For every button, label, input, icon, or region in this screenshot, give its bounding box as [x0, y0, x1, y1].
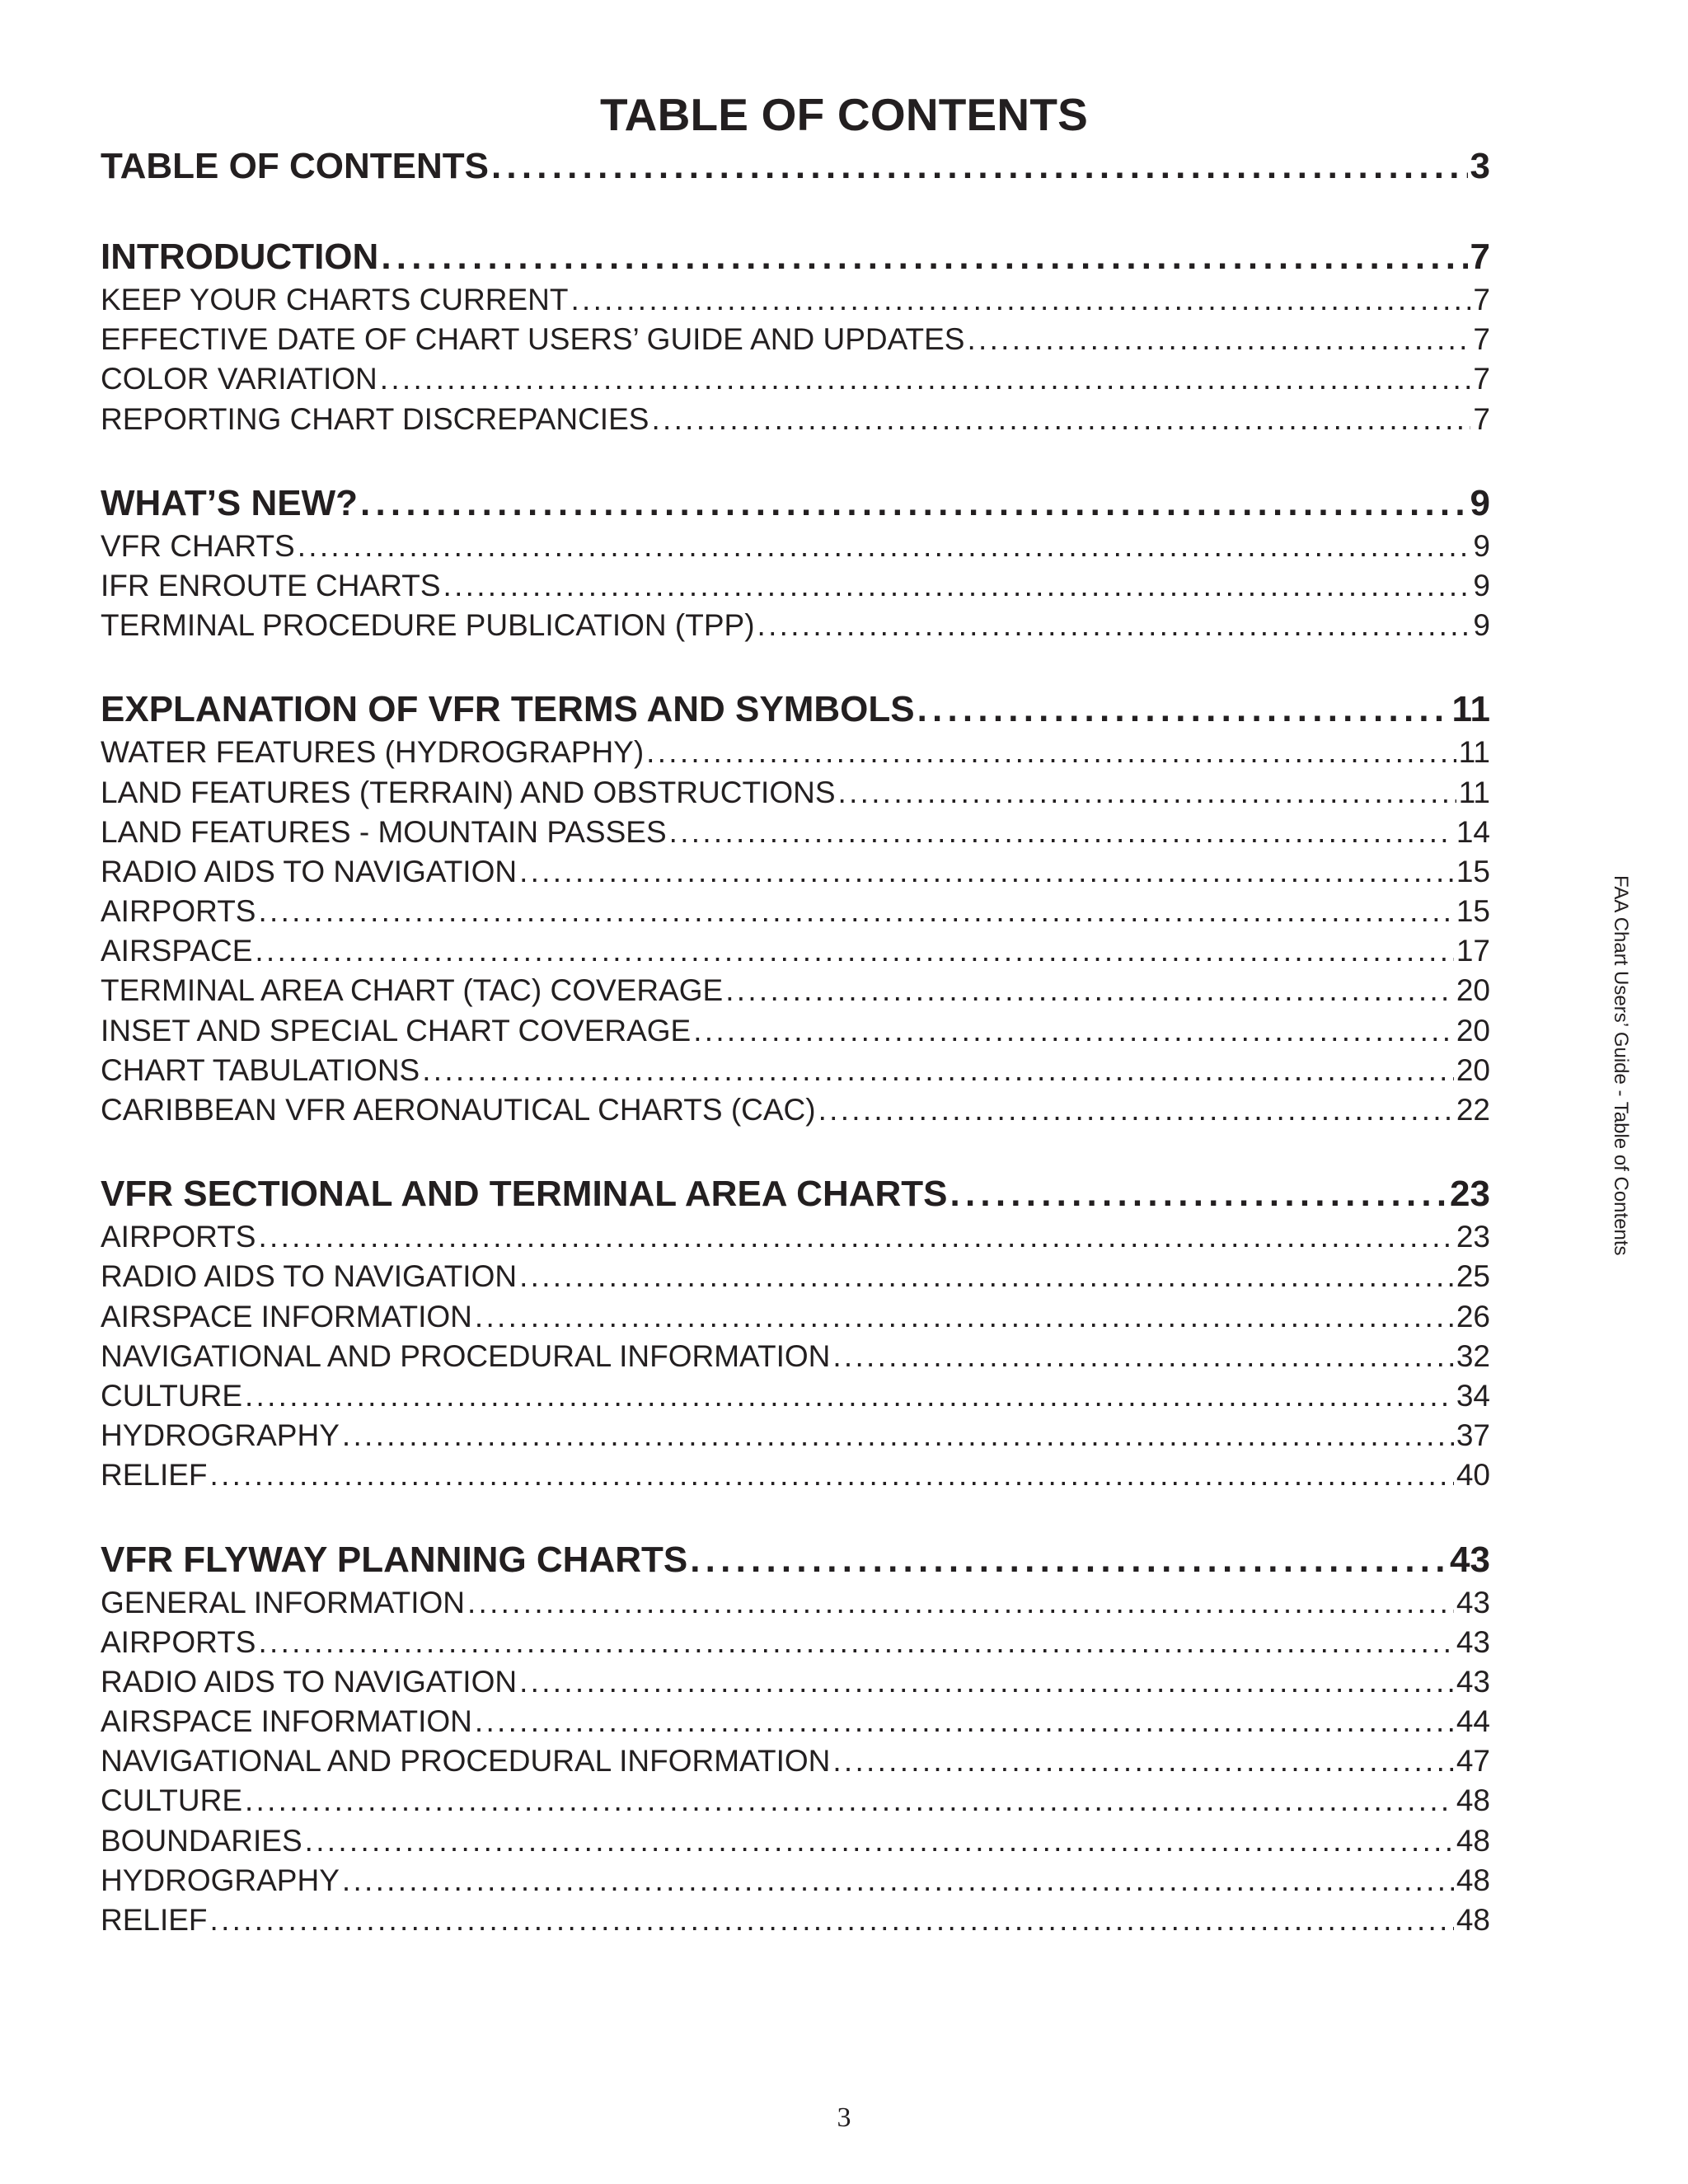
toc-entry-title: NAVIGATIONAL AND PROCEDURAL INFORMATION	[101, 1338, 831, 1373]
toc-entry-page: 11	[1458, 735, 1490, 770]
toc-entry-title: WATER FEATURES (HYDROGRAPHY)	[101, 735, 645, 770]
dot-leader	[690, 1540, 1447, 1580]
toc-entry-title: GENERAL INFORMATION	[101, 1585, 465, 1619]
toc-entry-page: 44	[1456, 1704, 1490, 1739]
toc-entry-page: 20	[1456, 973, 1490, 1008]
toc-entry-page: 14	[1456, 814, 1490, 849]
toc-entry-page: 20	[1456, 1013, 1490, 1047]
dot-leader	[725, 971, 1454, 1010]
toc-entry-title: BOUNDARIES	[101, 1823, 302, 1858]
toc-entry-title: TABLE OF CONTENTS	[101, 146, 489, 186]
toc-entry-page: 25	[1456, 1259, 1490, 1294]
toc-entry[interactable]	[101, 1861, 1490, 1900]
toc-section-title: VFR SECTIONAL AND TERMINAL AREA CHARTS	[101, 1174, 948, 1215]
toc-entry[interactable]	[101, 1376, 1490, 1416]
toc-entry[interactable]	[101, 971, 1490, 1010]
toc-entry-title: EFFECTIVE DATE OF CHART USERS’ GUIDE AND UPDATES	[101, 322, 965, 357]
toc-entry[interactable]	[101, 931, 1490, 971]
toc-section	[101, 1540, 1490, 1941]
toc-entry-page: 7	[1473, 362, 1490, 396]
toc-entry[interactable]	[101, 1662, 1490, 1702]
dot-leader	[967, 320, 1470, 359]
toc-entry-page: 37	[1456, 1418, 1490, 1453]
toc-entry-page: 9	[1473, 608, 1490, 643]
toc-entry[interactable]	[101, 1455, 1490, 1495]
page-title: TABLE OF CONTENTS	[599, 89, 1089, 140]
toc-entry-page: 7	[1473, 283, 1490, 316]
toc-entry-page: 48	[1456, 1863, 1490, 1897]
dot-leader	[258, 892, 1453, 931]
toc-first-entry	[101, 147, 1490, 186]
page-number: 3	[837, 2102, 851, 2133]
toc-entry-title: AIRSPACE INFORMATION	[101, 1704, 472, 1739]
toc-entry-page: 20	[1456, 1052, 1490, 1087]
toc-entry-title: CHART TABULATIONS	[101, 1052, 420, 1087]
dot-leader	[917, 690, 1450, 729]
toc-entry[interactable]	[101, 1702, 1490, 1741]
toc-entry[interactable]	[101, 320, 1490, 359]
toc-entry-page: 26	[1456, 1299, 1490, 1333]
dot-leader	[210, 1455, 1454, 1495]
toc-entry-title: CARIBBEAN VFR AERONAUTICAL CHARTS (CAC)	[101, 1093, 816, 1127]
toc-section-heading[interactable]	[101, 484, 1490, 523]
dot-leader	[305, 1821, 1454, 1861]
toc-entry-page: 15	[1456, 854, 1490, 888]
toc-entry-page: 40	[1456, 1458, 1490, 1493]
toc-entry-page: 7	[1473, 401, 1490, 436]
toc-entry[interactable]	[101, 1217, 1490, 1257]
toc-entry-title: TERMINAL AREA CHART (TAC) COVERAGE	[101, 973, 724, 1008]
toc-entry-title: HYDROGRAPHY	[101, 1418, 340, 1453]
dot-leader	[422, 1051, 1454, 1090]
toc-entry-page: 43	[1456, 1664, 1490, 1699]
toc-section	[101, 1174, 1490, 1495]
side-running-label: FAA Chart Users’ Guide - Table of Contents	[1610, 875, 1632, 1256]
toc-entry[interactable]	[101, 1781, 1490, 1821]
toc-entry-title: RELIEF	[101, 1903, 208, 1937]
dot-leader	[832, 1741, 1453, 1781]
dot-leader	[258, 1217, 1453, 1257]
toc-section-page: 7	[1470, 237, 1490, 277]
dot-leader	[381, 237, 1467, 277]
toc-entry[interactable]	[101, 280, 1490, 320]
dot-leader	[245, 1376, 1454, 1416]
toc-entry[interactable]	[101, 1900, 1490, 1940]
dot-leader	[519, 852, 1454, 892]
toc-entry[interactable]	[101, 400, 1490, 439]
toc-entry-page: 9	[1473, 568, 1490, 602]
dot-leader	[669, 813, 1454, 852]
toc-entry-page: 3	[1470, 146, 1490, 186]
toc-section-heading[interactable]	[101, 237, 1490, 277]
toc-entry-page: 48	[1456, 1823, 1490, 1858]
toc-entry[interactable]	[101, 813, 1490, 852]
toc-section-title: EXPLANATION OF VFR TERMS AND SYMBOLS	[101, 689, 915, 730]
dot-leader	[818, 1090, 1454, 1130]
dot-leader	[519, 1257, 1454, 1296]
toc-section-heading[interactable]	[101, 1540, 1490, 1580]
toc-entry-title: AIRSPACE	[101, 934, 253, 968]
dot-leader	[342, 1416, 1454, 1455]
toc-section-title: INTRODUCTION	[101, 237, 379, 277]
toc-entry[interactable]	[101, 566, 1490, 606]
toc-section-heading[interactable]	[101, 690, 1490, 729]
toc-entry[interactable]	[101, 1257, 1490, 1296]
toc-entry[interactable]	[101, 1090, 1490, 1130]
toc-section	[101, 690, 1490, 1130]
toc-entry-page: 9	[1473, 528, 1490, 563]
toc-entry[interactable]	[101, 1051, 1490, 1090]
dot-leader	[258, 1623, 1453, 1662]
toc-entry[interactable]	[101, 1297, 1490, 1337]
toc-entry-title: LAND FEATURES - MOUNTAIN PASSES	[101, 814, 667, 849]
dot-leader	[519, 1662, 1454, 1702]
dot-leader	[255, 931, 1453, 971]
toc-section-title: VFR FLYWAY PLANNING CHARTS	[101, 1539, 688, 1580]
toc-entry-title: AIRPORTS	[101, 1624, 256, 1659]
toc-entry-title: AIRSPACE INFORMATION	[101, 1299, 472, 1333]
toc-entry-title: RADIO AIDS TO NAVIGATION	[101, 854, 518, 888]
toc-entry-title: COLOR VARIATION	[101, 362, 377, 396]
toc-entry-page: 43	[1456, 1585, 1490, 1619]
toc-entry-title: RADIO AIDS TO NAVIGATION	[101, 1259, 518, 1294]
toc-sections	[101, 237, 1490, 1940]
toc-entry[interactable]	[101, 606, 1490, 645]
toc-entry-title: INSET AND SPECIAL CHART COVERAGE	[101, 1013, 692, 1047]
dot-leader	[950, 1174, 1448, 1214]
dot-leader	[342, 1861, 1454, 1900]
toc-entry[interactable]	[101, 1337, 1490, 1376]
dot-leader	[651, 400, 1470, 439]
toc-entry-title: RELIEF	[101, 1458, 208, 1493]
toc-entry-title: AIRPORTS	[101, 1220, 256, 1254]
toc-section-page: 11	[1451, 689, 1490, 730]
dot-leader	[443, 566, 1471, 606]
toc-entry-page: 34	[1456, 1378, 1490, 1413]
toc-entry-page: 22	[1456, 1093, 1490, 1127]
toc-entry-title: TERMINAL PROCEDURE PUBLICATION (TPP)	[101, 608, 755, 643]
toc-entry[interactable]	[101, 1821, 1490, 1861]
toc-entry-title: CULTURE	[101, 1378, 242, 1413]
toc-entry-title: AIRPORTS	[101, 894, 256, 929]
toc-section	[101, 484, 1490, 646]
toc-entry-title: LAND FEATURES (TERRAIN) AND OBSTRUCTIONS	[101, 775, 836, 809]
dot-leader	[245, 1781, 1454, 1821]
toc-entry-page: 43	[1456, 1624, 1490, 1659]
toc-entry[interactable]	[101, 1623, 1490, 1662]
toc-entry-page: 23	[1456, 1220, 1490, 1254]
toc-entry-title: KEEP YOUR CHARTS CURRENT	[101, 283, 569, 316]
dot-leader	[491, 147, 1468, 186]
toc-entry[interactable]	[101, 1416, 1490, 1455]
toc-entry-table-of-contents[interactable]	[101, 147, 1490, 186]
toc-entry-page: 32	[1456, 1338, 1490, 1373]
dot-leader	[210, 1900, 1454, 1940]
toc-section-page: 9	[1470, 482, 1490, 523]
toc-entry-page: 48	[1456, 1783, 1490, 1818]
toc-entry-page: 17	[1456, 934, 1490, 968]
dot-leader	[475, 1702, 1454, 1741]
toc-entry[interactable]	[101, 1583, 1490, 1623]
toc-section-heading[interactable]	[101, 1174, 1490, 1214]
toc-entry-title: HYDROGRAPHY	[101, 1863, 340, 1897]
toc-section-title: WHAT’S NEW?	[101, 482, 359, 523]
dot-leader	[832, 1337, 1453, 1376]
toc-entry[interactable]	[101, 852, 1490, 892]
toc-entry-title: RADIO AIDS TO NAVIGATION	[101, 1664, 518, 1699]
toc-entry-page: 47	[1456, 1744, 1490, 1779]
dot-leader	[475, 1297, 1454, 1337]
table-of-contents	[101, 147, 1490, 1940]
dot-leader	[298, 527, 1471, 566]
dot-leader	[467, 1583, 1454, 1623]
dot-leader	[693, 1011, 1454, 1051]
dot-leader	[380, 359, 1471, 399]
toc-entry-page: 7	[1473, 322, 1490, 357]
toc-entry[interactable]	[101, 527, 1490, 566]
toc-entry-title: IFR ENROUTE CHARTS	[101, 568, 441, 602]
toc-entry[interactable]	[101, 892, 1490, 931]
toc-entry[interactable]	[101, 1741, 1490, 1781]
dot-leader	[570, 280, 1470, 320]
toc-entry[interactable]	[101, 733, 1490, 772]
toc-entry-page: 11	[1458, 775, 1490, 809]
toc-entry[interactable]	[101, 359, 1490, 399]
dot-leader	[838, 773, 1456, 813]
dot-leader	[646, 733, 1456, 772]
toc-entry-page: 15	[1456, 894, 1490, 929]
toc-section-page: 43	[1450, 1539, 1490, 1580]
dot-leader	[360, 484, 1467, 523]
dot-leader	[757, 606, 1471, 645]
toc-entry[interactable]	[101, 773, 1490, 813]
toc-entry-title: VFR CHARTS	[101, 528, 295, 563]
toc-entry-title: CULTURE	[101, 1783, 242, 1818]
toc-entry-title: REPORTING CHART DISCREPANCIES	[101, 401, 649, 436]
toc-section-page: 23	[1450, 1174, 1490, 1215]
toc-entry-title: NAVIGATIONAL AND PROCEDURAL INFORMATION	[101, 1744, 831, 1779]
toc-section	[101, 237, 1490, 439]
toc-entry[interactable]	[101, 1011, 1490, 1051]
toc-entry-page: 48	[1456, 1903, 1490, 1937]
